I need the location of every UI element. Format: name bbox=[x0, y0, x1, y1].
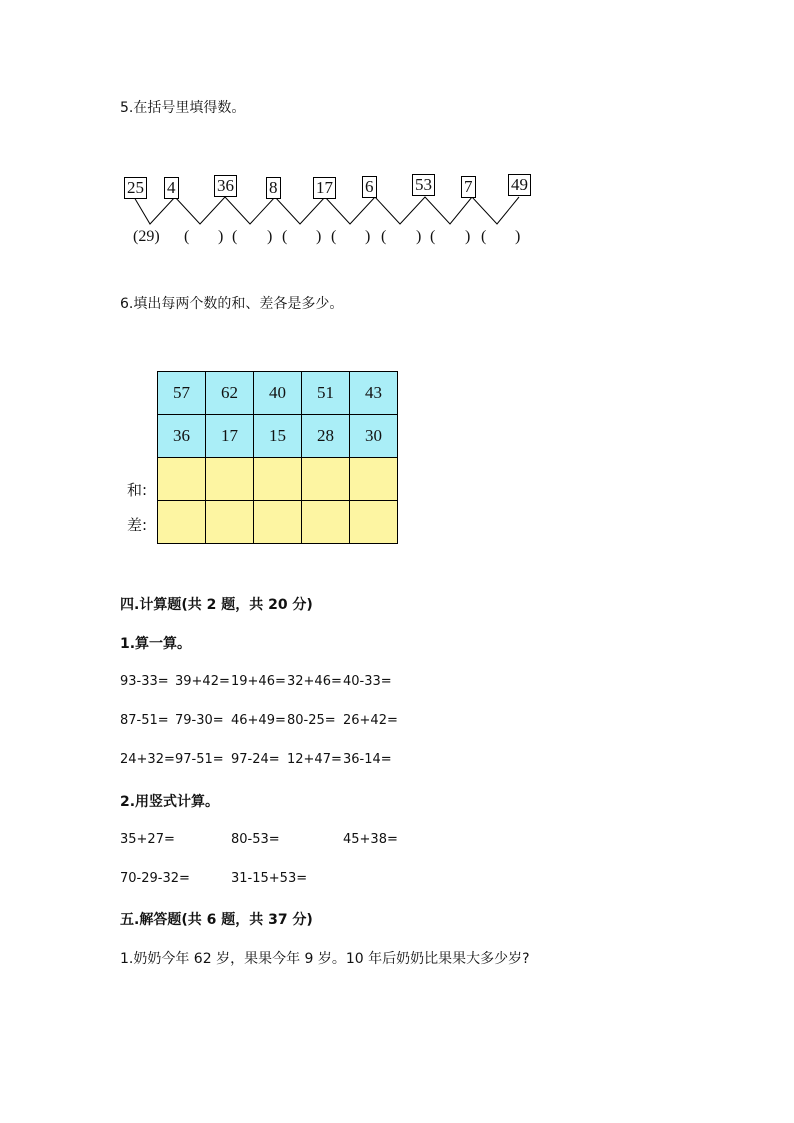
s4-q1-title: 1.算一算。 bbox=[120, 636, 192, 652]
first-answer: (29) bbox=[133, 228, 160, 245]
sum-answer-cell[interactable] bbox=[254, 458, 302, 501]
grid-cell: 62 bbox=[206, 372, 254, 415]
calc-item: 39+42= bbox=[175, 674, 230, 689]
calc-item: 79-30= bbox=[175, 713, 224, 728]
answer-paren-close: ) bbox=[465, 228, 471, 245]
answer-paren-close: ) bbox=[365, 228, 371, 245]
vertical-calc-item: 45+38= bbox=[343, 832, 398, 847]
calc-item: 32+46= bbox=[287, 674, 342, 689]
answer-paren-close: ) bbox=[218, 228, 224, 245]
section-5-heading: 五.解答题(共 6 题，共 37 分) bbox=[120, 912, 313, 928]
sum-row-label: 和: bbox=[127, 481, 148, 499]
calc-item: 26+42= bbox=[343, 713, 398, 728]
answer-paren-close: ) bbox=[316, 228, 322, 245]
q6-title: 6.填出每两个数的和、差各是多少。 bbox=[120, 296, 344, 312]
calc-item: 40-33= bbox=[343, 674, 392, 689]
sum-answer-cell[interactable] bbox=[158, 458, 206, 501]
difference-row-label: 差: bbox=[127, 516, 148, 534]
grid-cell: 40 bbox=[254, 372, 302, 415]
answer-paren-open: ( bbox=[381, 228, 387, 245]
grid-cell: 30 bbox=[350, 415, 398, 458]
calc-item: 97-51= bbox=[175, 752, 224, 767]
number-box: 36 bbox=[214, 175, 237, 197]
answer-paren-open: ( bbox=[430, 228, 436, 245]
grid-cell: 17 bbox=[206, 415, 254, 458]
q5-title: 5.在括号里填得数。 bbox=[120, 100, 246, 116]
vertical-calc-item: 80-53= bbox=[231, 832, 280, 847]
vertical-calc-item: 31-15+53= bbox=[231, 871, 308, 886]
grid-cell: 51 bbox=[302, 372, 350, 415]
number-box: 6 bbox=[362, 176, 377, 198]
sum-answer-cell[interactable] bbox=[302, 458, 350, 501]
number-box: 25 bbox=[124, 177, 147, 199]
number-box: 17 bbox=[313, 177, 336, 199]
number-box: 4 bbox=[164, 177, 179, 199]
difference-answer-cell[interactable] bbox=[254, 501, 302, 544]
calc-item: 12+47= bbox=[287, 752, 342, 767]
answer-paren-close: ) bbox=[416, 228, 422, 245]
calc-item: 24+32= bbox=[120, 752, 175, 767]
s4-q2-title: 2.用竖式计算。 bbox=[120, 794, 220, 810]
answer-paren-open: ( bbox=[481, 228, 487, 245]
grid-cell: 57 bbox=[158, 372, 206, 415]
answer-paren-open: ( bbox=[282, 228, 288, 245]
q5-connector-lines bbox=[0, 0, 794, 260]
difference-answer-cell[interactable] bbox=[302, 501, 350, 544]
calc-item: 87-51= bbox=[120, 713, 169, 728]
grid-cell: 28 bbox=[302, 415, 350, 458]
answer-paren-close: ) bbox=[515, 228, 521, 245]
section-4-heading: 四.计算题(共 2 题，共 20 分) bbox=[120, 597, 313, 613]
answer-paren-open: ( bbox=[232, 228, 238, 245]
grid-cell: 15 bbox=[254, 415, 302, 458]
sum-difference-grid bbox=[157, 371, 398, 544]
s5-q1-text: 1.奶奶今年 62 岁，果果今年 9 岁。10 年后奶奶比果果大多少岁? bbox=[120, 951, 530, 967]
difference-answer-cell[interactable] bbox=[350, 501, 398, 544]
vertical-calc-item: 70-29-32= bbox=[120, 871, 190, 886]
grid-cell: 43 bbox=[350, 372, 398, 415]
calc-item: 97-24= bbox=[231, 752, 280, 767]
vertical-calc-item: 35+27= bbox=[120, 832, 175, 847]
number-box: 8 bbox=[266, 177, 281, 199]
answer-paren-close: ) bbox=[267, 228, 273, 245]
calc-item: 93-33= bbox=[120, 674, 169, 689]
difference-answer-cell[interactable] bbox=[158, 501, 206, 544]
difference-answer-cell[interactable] bbox=[206, 501, 254, 544]
number-box: 7 bbox=[461, 176, 476, 198]
answer-paren-open: ( bbox=[184, 228, 190, 245]
answer-paren-open: ( bbox=[331, 228, 337, 245]
calc-item: 36-14= bbox=[343, 752, 392, 767]
calc-item: 46+49= bbox=[231, 713, 286, 728]
number-box: 53 bbox=[412, 174, 435, 196]
grid-cell: 36 bbox=[158, 415, 206, 458]
calc-item: 80-25= bbox=[287, 713, 336, 728]
sum-answer-cell[interactable] bbox=[350, 458, 398, 501]
calc-item: 19+46= bbox=[231, 674, 286, 689]
sum-answer-cell[interactable] bbox=[206, 458, 254, 501]
number-box: 49 bbox=[508, 174, 531, 196]
